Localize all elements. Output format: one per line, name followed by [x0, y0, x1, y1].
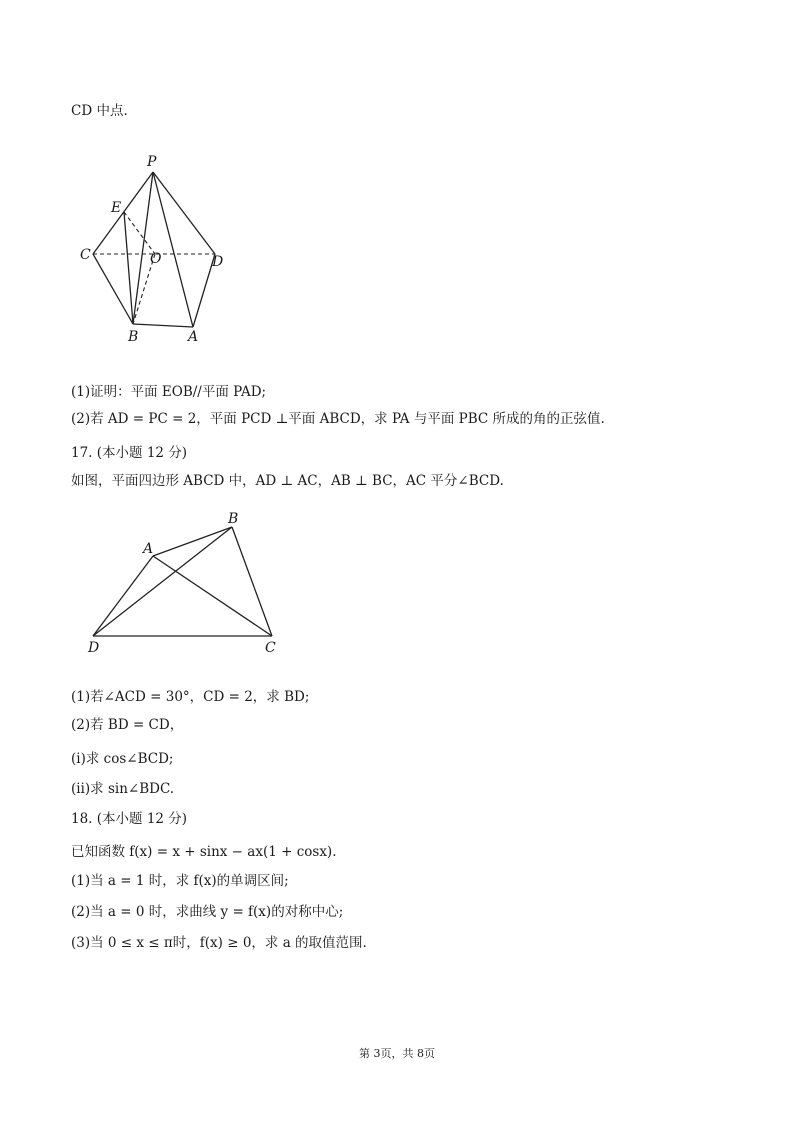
q18-header: 18. (本小题 12 分) — [71, 811, 188, 827]
q18-part2: (2)当 a = 0 时，求曲线 y = f(x)的对称中心; — [71, 904, 344, 920]
label-a: A — [143, 541, 154, 557]
q18-part3: (3)当 0 ≤ x ≤ π时，f(x) ≥ 0，求 a 的取值范围. — [71, 935, 367, 951]
q18-part1: (1)当 a = 1 时，求 f(x)的单调区间; — [71, 873, 289, 889]
label-a: A — [188, 329, 199, 345]
edge-a-c — [153, 556, 272, 636]
q16-part1: (1)证明：平面 EOB//平面 PAD; — [71, 384, 267, 400]
edge-a-b — [153, 527, 232, 556]
q16-part2: (2)若 AD = PC = 2，平面 PCD ⊥平面 ABCD，求 PA 与平面 PBC 所成的角的正弦值. — [71, 411, 605, 427]
label-b: B — [128, 329, 139, 345]
label-c: C — [265, 640, 276, 656]
edge-d-b — [93, 527, 232, 636]
q17-part1: (1)若∠ACD = 30°，CD = 2，求 BD; — [71, 689, 310, 705]
label-p: P — [147, 154, 157, 170]
label-d: D — [88, 640, 100, 656]
label-d: D — [212, 254, 224, 270]
page-footer: 第 3页，共 8页 — [359, 1047, 435, 1060]
label-c: C — [80, 247, 91, 263]
q17-part2-i: (ⅰ)求 cos∠BCD; — [71, 751, 174, 767]
label-o: O — [150, 251, 162, 267]
q17-stem: 如图，平面四边形 ABCD 中，AD ⊥ AC，AB ⊥ BC，AC 平分∠BCD. — [71, 473, 504, 489]
q18-stem: 已知函数 f(x) = x + sinx − ax(1 + cosx). — [71, 844, 337, 860]
edge-b-c — [232, 527, 272, 636]
q17-part2: (2)若 BD = CD， — [71, 717, 184, 733]
q17-header: 17. (本小题 12 分) — [71, 445, 188, 461]
intro-tail: CD 中点. — [71, 103, 128, 119]
q17-part2-ii: (ⅱ)求 sin∠BDC. — [71, 781, 175, 797]
label-b: B — [228, 511, 239, 527]
label-e: E — [111, 200, 122, 216]
